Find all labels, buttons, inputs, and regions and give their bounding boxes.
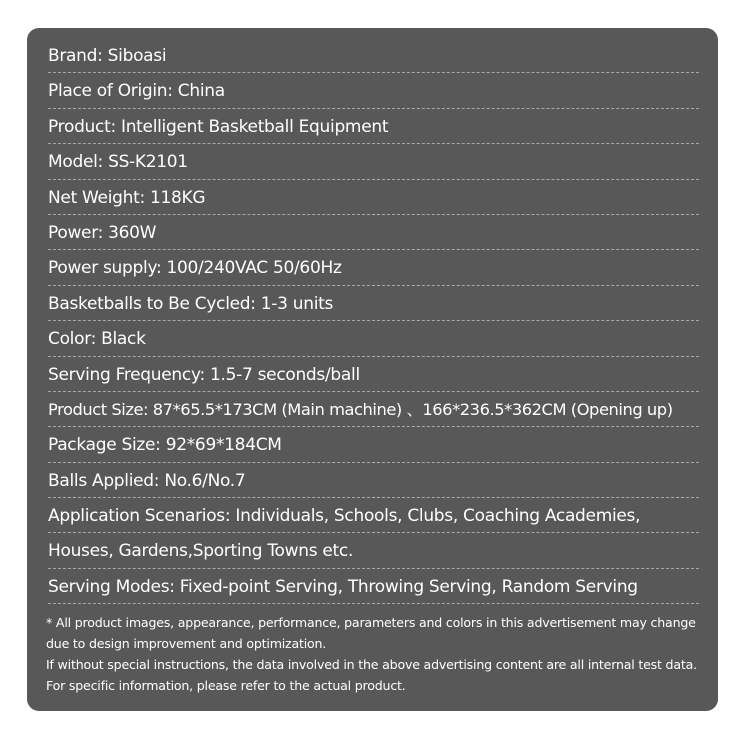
spec-row-serving-frequency xyxy=(48,357,699,392)
spec-list xyxy=(48,38,699,604)
spec-row-product-size xyxy=(48,392,699,427)
spec-text: Houses, Gardens,Sporting Towns etc. xyxy=(48,541,354,562)
spec-row-package-size xyxy=(48,427,699,462)
spec-row-place-of-origin xyxy=(48,73,699,108)
spec-text: Model: SS-K2101 xyxy=(48,152,188,173)
disclaimer-footnote xyxy=(46,612,706,696)
spec-row-balls-applied xyxy=(48,463,699,498)
spec-row-power-supply xyxy=(48,250,699,285)
spec-row-application-scenarios xyxy=(48,498,699,533)
spec-text: Basketballs to Be Cycled: 1-3 units xyxy=(48,293,334,314)
disclaimer-line-1: * All product images, appearance, performance, parameters and colors in this advertisement may change due to design improvement and optimization. xyxy=(46,615,696,651)
spec-row-product xyxy=(48,109,699,144)
spec-row-brand xyxy=(48,38,699,73)
spec-text: Power supply: 100/240VAC 50/60Hz xyxy=(48,258,342,279)
spec-row-net-weight xyxy=(48,180,699,215)
spec-text: Net Weight: 118KG xyxy=(48,187,206,208)
spec-text: Product: Intelligent Basketball Equipment xyxy=(48,116,389,137)
spec-text: Package Size: 92*69*184CM xyxy=(48,435,282,456)
spec-row-color xyxy=(48,321,699,356)
spec-row-power xyxy=(48,215,699,250)
spec-text: Power: 360W xyxy=(48,222,157,243)
spec-row-model xyxy=(48,144,699,179)
spec-text: Serving Modes: Fixed-point Serving, Throwing Serving, Random Serving xyxy=(48,576,638,597)
spec-text: Brand: Siboasi xyxy=(48,46,167,66)
spec-row-application-scenarios-continued xyxy=(48,533,699,568)
spec-panel xyxy=(27,28,718,711)
spec-text: Serving Frequency: 1.5-7 seconds/ball xyxy=(48,364,360,385)
spec-text: Color: Black xyxy=(48,329,146,350)
disclaimer-line-2: If without special instructions, the data involved in the above advertising content are all internal test data. For specific information, please refer to the actual product. xyxy=(46,657,697,693)
spec-text: Application Scenarios: Individuals, Schools, Clubs, Coaching Academies, xyxy=(48,506,641,527)
spec-text: Place of Origin: China xyxy=(48,81,225,102)
spec-row-basketballs-cycled xyxy=(48,286,699,321)
spec-row-serving-modes xyxy=(48,569,699,604)
spec-text: Product Size: 87*65.5*173CM (Main machine) 、166*236.5*362CM (Opening up) xyxy=(48,399,673,419)
spec-text: Balls Applied: No.6/No.7 xyxy=(48,470,246,491)
